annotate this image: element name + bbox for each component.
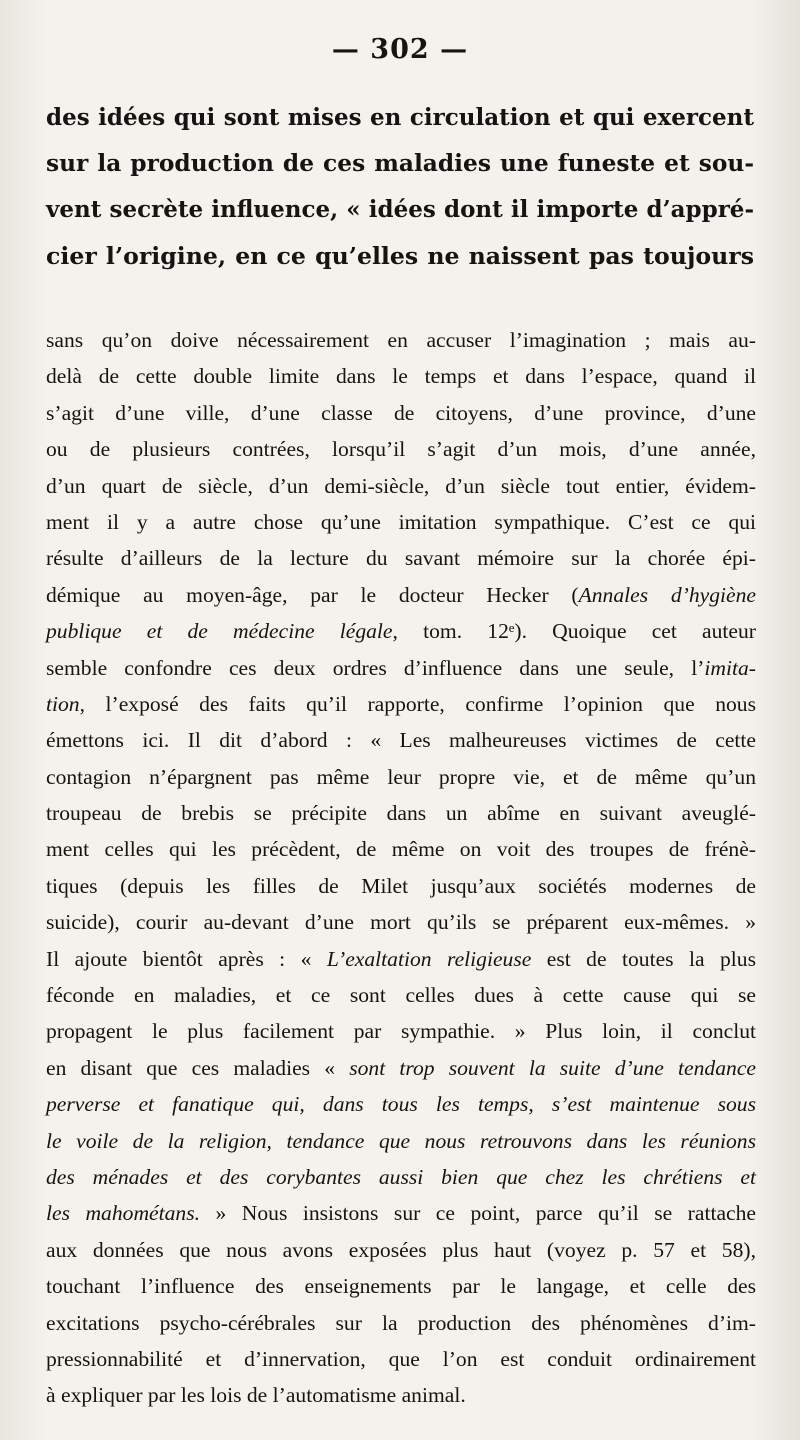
- page-number: — 302 —: [331, 34, 469, 65]
- body-line: [46, 831, 756, 867]
- body-line: [46, 540, 756, 576]
- body-line: [46, 1377, 756, 1413]
- italic-text: sont trop souvent la suite d’une tendance: [349, 1055, 756, 1080]
- body-text-segment: excitations psycho-cérébrales sur la production des phénomènes d’im-: [46, 1310, 756, 1335]
- body-line: [46, 1232, 756, 1268]
- body-paragraph: [46, 322, 756, 1414]
- body-text-segment: à expliquer par les lois de l’automatisme animal.: [46, 1383, 466, 1408]
- body-line: [46, 504, 756, 540]
- body-text-segment: troupeau de brebis se précipite dans un abîme en suivant aveuglé-: [46, 801, 756, 826]
- italic-text: perverse et fanatique qui, dans tous les temps, s’est maintenue sous: [46, 1092, 756, 1117]
- body-text-segment: tiques (depuis les filles de Milet jusqu’aux sociétés modernes de: [46, 873, 756, 898]
- body-line: [46, 722, 756, 758]
- body-text-segment: pressionnabilité et d’innervation, que l’on est conduit ordinairement: [46, 1346, 756, 1371]
- lead-line: des idées qui sont mises en circulation et qui exercent: [46, 104, 754, 131]
- body-text-segment: ou de plusieurs contrées, lorsqu’il s’agit d’un mois, d’une année,: [46, 437, 756, 462]
- lead-paragraph: [46, 95, 754, 279]
- body-text-segment: sans qu’on doive nécessairement en accuser l’imagination ; mais au-: [46, 328, 756, 352]
- body-line: [46, 1195, 756, 1231]
- lead-line: sur la production de ces maladies une funeste et sou-: [46, 150, 754, 177]
- italic-text: les mahométans.: [46, 1201, 201, 1226]
- body-text-segment: en disant que ces maladies «: [46, 1055, 350, 1080]
- body-line: [46, 395, 756, 431]
- body-line: [46, 650, 756, 686]
- body-text-segment: féconde en maladies, et ce sont celles dues à cette cause qui se: [46, 983, 756, 1008]
- body-text-segment: est de toutes la plus: [531, 946, 756, 971]
- body-line: [46, 1305, 756, 1341]
- body-text-segment: s’agit d’une ville, d’une classe de citoyens, d’une province, d’une: [46, 400, 756, 425]
- body-line: [46, 1050, 756, 1086]
- italic-text: imita-: [704, 655, 756, 680]
- italic-text: Annales d’hygiène: [578, 582, 756, 607]
- body-text-segment: contagion n’épargnent pas même leur propre vie, et de même qu’un: [46, 764, 756, 789]
- lead-line: cier l’origine, en ce qu’elles ne naissent pas toujours: [46, 242, 754, 270]
- body-text-segment: aux données que nous avons exposées plus haut (voyez p. 57 et 58),: [46, 1237, 756, 1262]
- body-line: [46, 686, 756, 722]
- body-text-segment: touchant l’influence des enseignements par le langage, et celle des: [46, 1274, 756, 1299]
- body-text-segment: émettons ici. Il dit d’abord : « Les malheureuses victimes de cette: [46, 728, 756, 753]
- body-line: [46, 1123, 756, 1159]
- body-text-segment: ment il y a autre chose qu’une imitation sympathique. C’est ce qui: [46, 509, 756, 534]
- body-line: [46, 613, 756, 649]
- body-text-segment: suicide), courir au-devant d’une mort qu’ils se préparent eux-mêmes. »: [46, 910, 756, 935]
- lead-line: vent secrète influence, « idées dont il importe d’appré-: [46, 196, 754, 223]
- body-line: [46, 795, 756, 831]
- body-line: [46, 1341, 756, 1377]
- italic-text: L’exaltation religieuse: [326, 946, 532, 971]
- body-line: [46, 1268, 756, 1304]
- body-text-segment: , tom. 12ᵉ). Quoique cet auteur: [392, 619, 756, 644]
- body-text-segment: d’un quart de siècle, d’un demi-siècle, d’un siècle tout entier, évidem-: [46, 473, 756, 498]
- body-text-segment: » Nous insistons sur ce point, parce qu’il se rattache: [200, 1201, 756, 1226]
- italic-text: publique et de médecine légale: [46, 619, 393, 644]
- body-line: [46, 977, 756, 1013]
- body-text-segment: delà de cette double limite dans le temps et dans l’espace, quand il: [46, 364, 756, 389]
- body-line: [46, 577, 756, 613]
- body-line: [46, 431, 756, 467]
- body-text-segment: , l’exposé des faits qu’il rapporte, confirme l’opinion que nous: [79, 691, 756, 716]
- body-line: [46, 358, 756, 394]
- body-line: [46, 904, 756, 940]
- body-line: [46, 1159, 756, 1195]
- italic-text: le voile de la religion, tendance que nous retrouvons dans les réunions: [46, 1128, 756, 1153]
- body-text-segment: semble confondre ces deux ordres d’influence dans une seule, l’: [46, 655, 705, 680]
- italic-text: tion: [46, 691, 80, 716]
- body-text-segment: ment celles qui les précèdent, de même on voit des troupes de frénè-: [46, 837, 756, 862]
- body-line: [46, 1013, 756, 1049]
- body-text-segment: propagent le plus facilement par sympathie. » Plus loin, il conclut: [46, 1019, 756, 1044]
- italic-text: des ménades et des corybantes aussi bien que chez les chrétiens et: [46, 1164, 756, 1189]
- body-line: [46, 868, 756, 904]
- body-line: [46, 1086, 756, 1122]
- body-text-segment: démique au moyen-âge, par le docteur Hecker (: [46, 582, 579, 607]
- body-line: [46, 759, 756, 795]
- body-line: [46, 468, 756, 504]
- body-text-segment: Il ajoute bientôt après : «: [46, 946, 327, 971]
- show-through-text: [40, 60, 760, 94]
- body-line: [46, 941, 756, 977]
- body-line: [46, 322, 756, 358]
- body-text-segment: résulte d’ailleurs de la lecture du savant mémoire sur la chorée épi-: [46, 546, 756, 571]
